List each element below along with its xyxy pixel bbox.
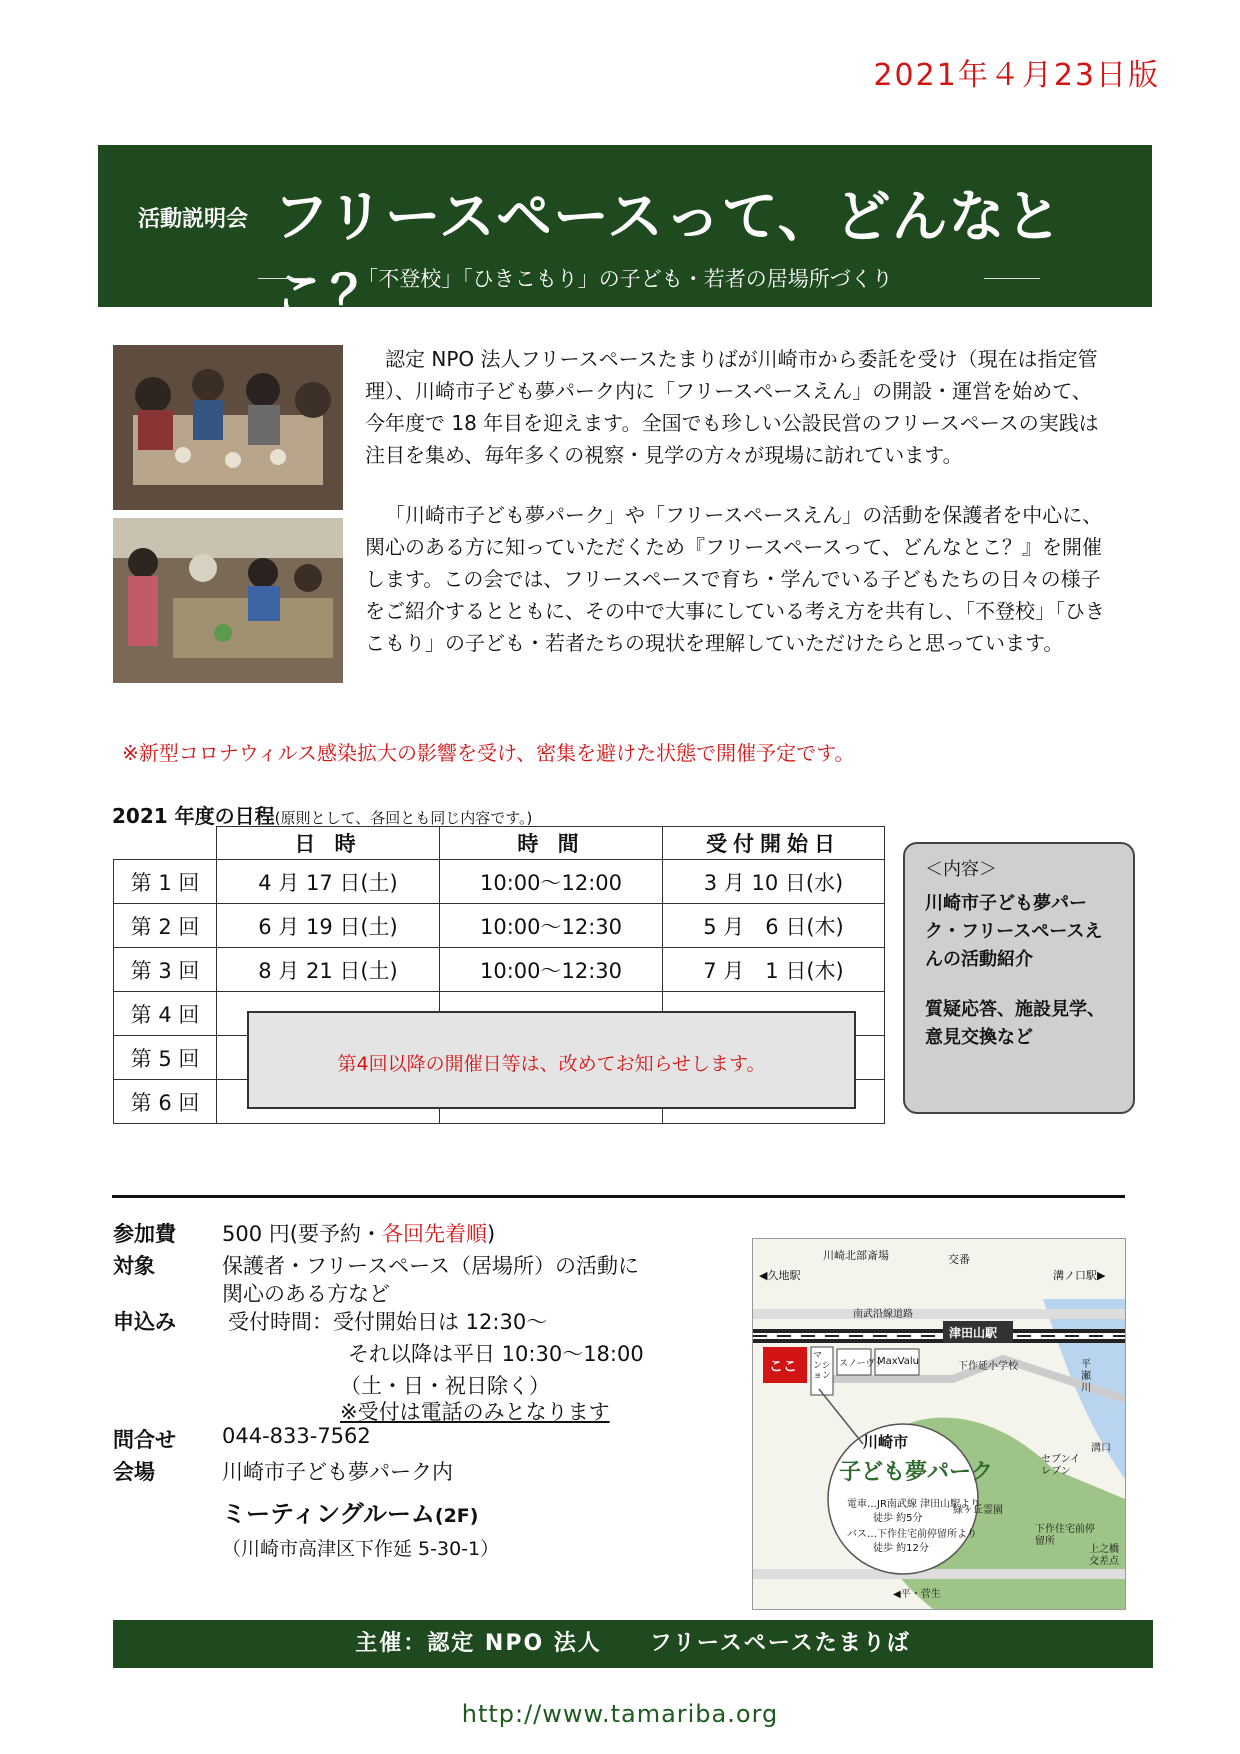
session-date: 4 月 17 日(土) xyxy=(217,860,440,904)
session-label: 第 1 回 xyxy=(114,860,217,904)
content-heading: ＜内容＞ xyxy=(925,859,997,880)
session-time: 10:00～12:30 xyxy=(440,948,663,992)
contact-label: 問合せ xyxy=(113,1428,176,1452)
schedule-header-row xyxy=(114,827,885,860)
map-label-river: 平瀬川 xyxy=(1081,1359,1091,1394)
schedule-title-text: 2021 年度の日程 xyxy=(112,804,275,828)
map-label-station: 津田山駅 xyxy=(949,1326,998,1340)
schedule-header-open: 受付開始日 xyxy=(663,827,885,860)
map-label-seven: セブンイレブン xyxy=(1041,1454,1081,1477)
fee-label: 参加費 xyxy=(113,1222,176,1246)
session-label: 第 6 回 xyxy=(114,1080,217,1124)
content-item-1: 川崎市子ども夢パーク・フリースペースえんの活動紹介 xyxy=(925,893,1103,970)
map-label-kuji: ◀久地駅 xyxy=(759,1269,801,1282)
schedule-header-date: 日 時 xyxy=(217,827,440,860)
session-date: 8 月 21 日(土) xyxy=(217,948,440,992)
venue-line-2: ミーティングルーム(2F) xyxy=(222,1500,479,1528)
session-date: 6 月 19 日(土) xyxy=(217,904,440,948)
map-label-maxvalu: MaxValu xyxy=(877,1356,919,1367)
apply-hours-2: それ以降は平日 10:30～18:00 xyxy=(348,1342,644,1366)
session-open: 5 月 6 日(木) xyxy=(663,904,885,948)
section-divider xyxy=(112,1195,1125,1198)
session-label: 第 2 回 xyxy=(114,904,217,948)
map-label-here: ここ xyxy=(769,1359,797,1375)
map-label-road: 南武沿線道路 xyxy=(853,1309,913,1320)
version-date: 2021年４月23日版 xyxy=(873,58,1160,93)
session-open: 3 月 10 日(水) xyxy=(663,860,885,904)
table-row xyxy=(114,904,885,948)
schedule-header-time: 時 間 xyxy=(440,827,663,860)
session-time: 10:00～12:30 xyxy=(440,904,663,948)
content-item-2: 質疑応答、施設見学、意見交換など xyxy=(925,999,1105,1048)
map-label-mizoguchi: 溝口 xyxy=(1091,1443,1111,1454)
session-time: 10:00～12:00 xyxy=(440,860,663,904)
schedule-title xyxy=(112,800,532,829)
title-banner xyxy=(98,145,1152,330)
page-subtitle: 「不登校」「ひきこもり」の子ども・若者の居場所づくり xyxy=(357,267,893,291)
photo-children-eating xyxy=(113,345,343,510)
target-value-2: 関心のある方など xyxy=(222,1282,390,1306)
schedule-header-empty xyxy=(114,827,217,860)
contact-phone: 044-833-7562 xyxy=(222,1424,371,1448)
schedule-tbd-text: 第4回以降の開催日等は、改めてお知らせします。 xyxy=(337,1053,766,1075)
target-value-1: 保護者・フリースペース（居場所）の活動に xyxy=(222,1254,640,1278)
table-row xyxy=(114,860,885,904)
map-park-city: 川崎市 xyxy=(863,1433,909,1451)
apply-label: 申込み xyxy=(113,1310,176,1334)
apply-hours-3: （土・日・祝日除く） xyxy=(340,1374,550,1398)
venue-label: 会場 xyxy=(113,1460,155,1484)
map-label-sunoya: スノーヴァ xyxy=(839,1359,884,1369)
map-label-school: 下作延小学校 xyxy=(958,1361,1018,1372)
map-label-busstop: 下作住宅前停留所 xyxy=(1035,1524,1095,1547)
map-access-train: 電車…JR南武線 津田山駅より xyxy=(847,1499,981,1510)
map-label-mansion: マンション xyxy=(813,1351,832,1381)
apply-phone-only: ※受付は電話のみとなります xyxy=(340,1400,610,1424)
schedule-tbd-box xyxy=(247,1011,856,1109)
covid-notice: ※新型コロナウィルス感染拡大の影響を受け、密集を避けた状態で開催予定です。 xyxy=(122,741,855,765)
content-summary-box xyxy=(903,842,1135,1114)
fee-value: 500 円(要予約・各回先着順) xyxy=(222,1222,496,1246)
map-label-koban: 交番 xyxy=(948,1253,970,1266)
map-access-train-walk: 徒歩 約5分 xyxy=(873,1513,923,1524)
venue-line-1: 川崎市子ども夢パーク内 xyxy=(222,1460,453,1484)
map-drawing xyxy=(753,1239,1125,1609)
website-link[interactable]: http://www.tamariba.org xyxy=(461,1700,779,1728)
organizer-footer: 主催：認定 NPO 法人 フリースペースたまりば xyxy=(113,1620,1153,1668)
schedule-title-note: (原則として、各回とも同じ内容です。) xyxy=(274,809,533,827)
map-label-bottom: ◀平・菅生 xyxy=(893,1589,941,1600)
banner-divider-right xyxy=(984,278,1040,279)
session-label: 第 3 回 xyxy=(114,948,217,992)
banner-label: 活動説明会 xyxy=(138,207,249,232)
session-label: 第 5 回 xyxy=(114,1036,217,1080)
intro-paragraph-2: 「川崎市子ども夢パーク」や「フリースペースえん」の活動を保護者を中心に、関心のある方に知っていただくため『フリースペースって、どんなとこ？』を開催します。この会では、フリースペースで育ち・学んでいる子どもたちの日々の様子をご紹介するとともに、その中で大事にしている考え方を共有し、「不登校」「ひきこもり」の子ども・若者たちの現状を理解していただけたらと思っています。 xyxy=(365,503,1105,655)
map-park-name: 子ども夢パーク xyxy=(839,1460,994,1485)
fee-red-note: 各回先着順 xyxy=(381,1222,487,1246)
session-label: 第 4 回 xyxy=(114,992,217,1036)
map-access-bus: バス…下作住宅前停留所より xyxy=(847,1529,977,1540)
intro-text xyxy=(365,343,1110,659)
map-access-bus-walk: 徒歩 約12分 xyxy=(873,1543,929,1554)
intro-paragraph-1: 認定 NPO 法人フリースペースたまりばが川崎市から委託を受け（現在は指定管理）、川崎市子ども夢パーク内に「フリースペースえん」の開設・運営を始めて、今年度で 18 年目を迎えます。全国でも珍しい公設民営のフリースペースの実践は注目を集め、毎年多くの視察・見学の方々が現場に訪れています。 xyxy=(365,347,1099,467)
table-row xyxy=(114,948,885,992)
map-label-saijo: 川崎北部斎場 xyxy=(823,1249,889,1262)
target-label: 対象 xyxy=(113,1254,155,1278)
session-open: 7 月 1 日(木) xyxy=(663,948,885,992)
page-title: フリースペースって、どんなとこ？ xyxy=(273,185,1063,330)
map-label-midori: 緑ヶ丘霊園 xyxy=(953,1505,1003,1516)
map-label-kaminohashi: 上之橋交差点 xyxy=(1089,1544,1119,1567)
apply-hours-1: 受付時間：受付開始日は 12:30～ xyxy=(228,1310,548,1334)
access-map xyxy=(752,1238,1126,1610)
map-label-mizonokuchi: 溝ノ口駅▶ xyxy=(1053,1269,1106,1282)
photo-children-crafting xyxy=(113,518,343,683)
venue-address: （川崎市高津区下作延 5-30-1） xyxy=(222,1538,500,1560)
